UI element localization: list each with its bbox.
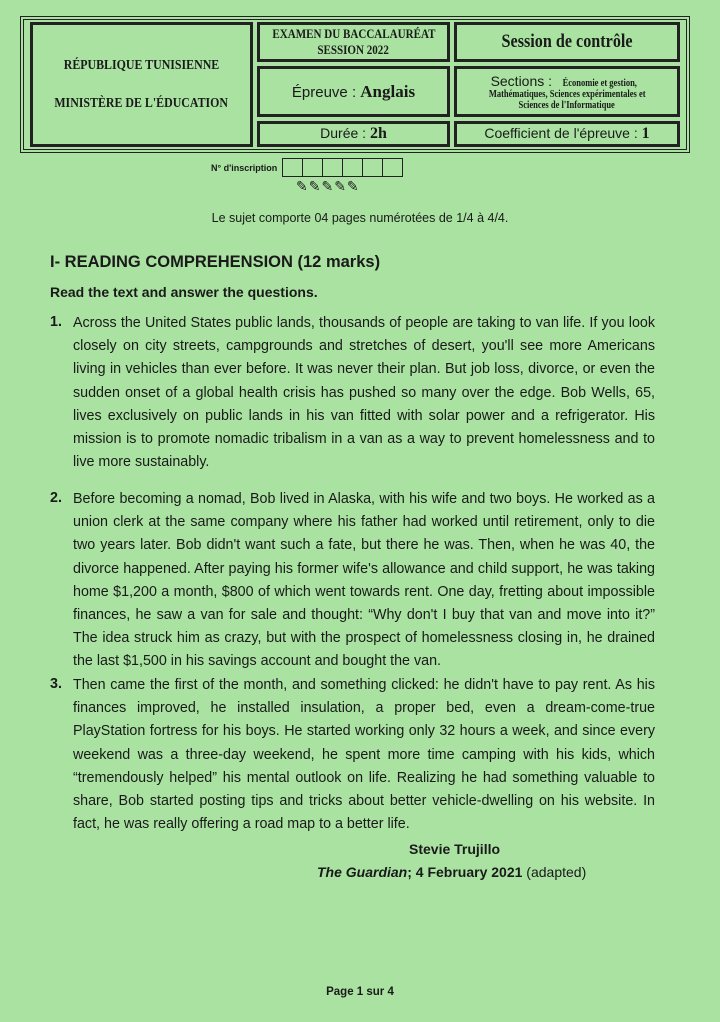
sections-value: Sciences de l'Informatique bbox=[518, 99, 616, 111]
source-publication: The Guardian bbox=[317, 864, 408, 880]
paragraph-3: Then came the first of the month, and something clicked: he didn't have to pay rent. As his finances improved, he installed insulation, a proper bed, even a dream-come-true PlayStation fortress for his boys. He started working only 32 hours a week, and since every weekend was a three-day weekend, he spent more time camping with his kids, which “tremendously helped” his mental outlook on life. Realizing he had something valuable to share, Bob started posting tips and tricks about better vehicle-dwelling on his website. In fact, he was really offering a road map to a better life. bbox=[73, 677, 655, 833]
coef-label: Coefficient de l'épreuve : bbox=[484, 125, 642, 141]
pencil-icon: ✎✎✎✎✎ bbox=[296, 178, 360, 194]
section-title: I- READING COMPREHENSION (12 marks) bbox=[50, 253, 381, 271]
sections-cell bbox=[454, 66, 680, 117]
inscription-box[interactable] bbox=[282, 158, 303, 177]
sections-value: Économie et gestion, bbox=[562, 77, 637, 89]
inscription-label: N° d'inscription bbox=[211, 162, 278, 173]
inscription-box[interactable] bbox=[382, 158, 403, 177]
pages-note: Le sujet comporte 04 pages numérotées de 1/4 à 4/4. bbox=[211, 211, 509, 225]
ministry-label: MINISTÈRE DE L'ÉDUCATION bbox=[54, 95, 229, 111]
coef-value: 1 bbox=[641, 125, 650, 142]
inscription-number bbox=[211, 158, 403, 177]
inscription-box[interactable] bbox=[322, 158, 343, 177]
source-note: (adapted) bbox=[522, 864, 587, 880]
inscription-box[interactable] bbox=[362, 158, 383, 177]
duree-cell bbox=[257, 121, 450, 147]
inscription-box[interactable] bbox=[302, 158, 323, 177]
duree-label: Durée : bbox=[320, 125, 370, 141]
paragraph-number: 2. bbox=[50, 490, 62, 506]
coef-cell bbox=[454, 121, 680, 147]
exam-cell bbox=[257, 22, 450, 62]
paragraph-2: Before becoming a nomad, Bob lived in Alaska, with his wife and two boys. He worked as a union clerk at the same company where his father had worked until retirement, only to die two years later. Bob didn't want such a fate, but there he was. Then, when he was 40, the divorce happened. After paying his former wife's allowance and child support, he was taking home $1,200 a month, $800 of which went towards rent. One day, fretting about impossible finances, he saw a van for sale and thought: “Why don't I buy that van and move into it?” The idea struck him as crazy, but with the prospect of homelessness closing in, he drained the last $1,500 in his savings account and bought the van. bbox=[73, 491, 655, 670]
republic-label: RÉPUBLIQUE TUNISIENNE bbox=[63, 57, 220, 73]
epreuve-label: Épreuve : bbox=[291, 83, 361, 101]
paragraph-number: 3. bbox=[50, 676, 62, 692]
epreuve-value: Anglais bbox=[360, 81, 416, 101]
source-date: ; 4 February 2021 bbox=[407, 864, 523, 880]
author: Stevie Trujillo bbox=[409, 841, 501, 857]
source bbox=[317, 864, 586, 880]
session-cell bbox=[454, 22, 680, 62]
ministry-cell bbox=[30, 22, 253, 147]
duree-value: 2h bbox=[369, 125, 387, 142]
epreuve-cell bbox=[257, 66, 450, 117]
sections-value: Mathématiques, Sciences expérimentales et bbox=[488, 88, 646, 100]
instruction: Read the text and answer the questions. bbox=[50, 284, 318, 300]
exam-title: EXAMEN DU BACCALAURÉAT bbox=[271, 26, 436, 41]
paragraph-number: 1. bbox=[50, 314, 62, 330]
page-number: Page 1 sur 4 bbox=[326, 986, 394, 998]
exam-session: SESSION 2022 bbox=[317, 42, 390, 57]
sections-label: Sections : bbox=[490, 72, 556, 89]
session-type: Session de contrôle bbox=[501, 31, 633, 52]
paragraph-1: Across the United States public lands, thousands of people are taking to van life. If you look closely on city streets, campgrounds and stretches of desert, you'll see more Americans living in vehicles than ever before. It was never their plan. But job loss, divorce, or even the sudden onset of a global health crisis has pushed so many over the edge. Bob Wells, 65, lives exclusively on public lands in his van fitted with solar power and a refrigerator. His mission is to promote nomadic tribalism in a van as a way to prevent homelessness and to live more sustainably. bbox=[73, 315, 655, 471]
inscription-box[interactable] bbox=[342, 158, 363, 177]
